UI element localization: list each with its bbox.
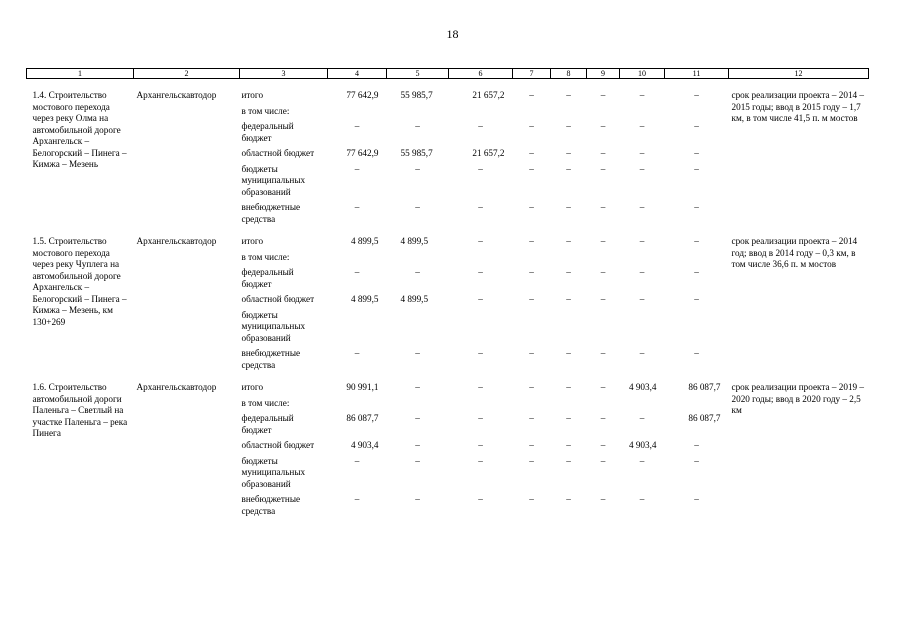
funding-source-label: областной бюджет — [241, 294, 315, 304]
value-cell: – — [600, 494, 606, 504]
value-cell: – — [639, 348, 645, 358]
value-cell: 21 657,2 — [472, 90, 505, 100]
value-cell — [328, 248, 387, 264]
header-col-7: 7 — [513, 69, 551, 79]
value-cell: 86 087,7 — [346, 413, 379, 423]
value-cell: – — [566, 382, 571, 392]
value-cell: – — [566, 294, 571, 304]
value-cell: 86 087,7 — [688, 382, 721, 392]
table-row — [27, 79, 869, 102]
value-cell: – — [415, 348, 420, 358]
value-cell: 21 657,2 — [472, 148, 505, 158]
value-cell: – — [600, 148, 606, 158]
value-cell — [328, 102, 387, 118]
value-cell: – — [566, 440, 571, 450]
value-cell — [513, 248, 551, 264]
value-cell: – — [566, 202, 571, 212]
value-cell: – — [529, 236, 534, 246]
page-number: 18 — [446, 27, 459, 41]
value-cell — [513, 102, 551, 118]
funding-source-label: внебюджетные средства — [241, 348, 301, 370]
value-cell — [387, 306, 449, 345]
value-cell: – — [639, 202, 645, 212]
value-cell: – — [529, 348, 534, 358]
value-cell: – — [600, 455, 606, 466]
value-cell: 77 642,9 — [346, 148, 379, 158]
value-cell: – — [694, 455, 699, 466]
value-cell: – — [415, 163, 420, 174]
column-number-header — [27, 69, 869, 79]
value-cell — [620, 102, 665, 118]
value-cell — [449, 248, 513, 264]
value-cell — [551, 102, 587, 118]
value-cell: 4 899,5 — [350, 294, 379, 304]
value-cell: – — [415, 202, 420, 212]
value-cell: – — [694, 267, 699, 277]
value-cell: – — [529, 163, 534, 174]
header-col-11: 11 — [665, 69, 729, 79]
value-cell: – — [694, 121, 699, 131]
header-col-10: 10 — [620, 69, 665, 79]
value-cell: – — [639, 236, 645, 246]
table-row — [27, 225, 869, 248]
funding-source-label: в том числе: — [241, 105, 290, 116]
value-cell: – — [694, 148, 699, 158]
project-name: 1.4. Строительство мостового перехода через реку Олма на автомобильной дороге Архангельск – Белогорский – Пинега – Кимжа – Мезень — [32, 90, 127, 169]
funding-source-label: бюджеты муниципальных образований — [241, 455, 306, 489]
value-cell: – — [415, 382, 420, 392]
value-cell: – — [600, 267, 606, 277]
project-name: 1.5. Строительство мостового перехода через реку Чуплега на автомобильной дороге Архангельск – Белогорский – Пинега – Кимжа – Мезень, км 130+269 — [32, 236, 127, 327]
value-cell: – — [529, 440, 534, 450]
value-cell — [551, 248, 587, 264]
value-cell: – — [478, 267, 483, 277]
value-cell: – — [694, 348, 699, 358]
value-cell: – — [415, 413, 420, 423]
value-cell: – — [639, 90, 645, 100]
value-cell: – — [354, 202, 360, 212]
value-cell: – — [600, 440, 606, 450]
value-cell: – — [694, 163, 699, 174]
table-row — [27, 371, 869, 394]
value-cell: – — [529, 455, 534, 466]
value-cell — [620, 248, 665, 264]
value-cell — [387, 394, 449, 410]
value-cell: – — [639, 294, 645, 304]
value-cell: – — [694, 440, 699, 450]
funding-source-label: в том числе: — [241, 251, 290, 262]
value-cell: – — [478, 440, 483, 450]
table-body — [27, 69, 869, 518]
value-cell — [513, 306, 551, 345]
value-cell — [328, 306, 387, 345]
value-cell: – — [529, 267, 534, 277]
program-table — [26, 68, 869, 517]
funding-source-label: бюджеты муниципальных образований — [241, 309, 306, 343]
value-cell: – — [600, 348, 606, 358]
value-cell: 77 642,9 — [346, 90, 379, 100]
value-cell: – — [694, 494, 699, 504]
value-cell: – — [478, 202, 483, 212]
value-cell: – — [478, 236, 483, 246]
project-note: срок реализации проекта – 2014 год; ввод в 2014 году – 0,3 км, в том числе 36,6 п. м мостов — [731, 236, 858, 269]
value-cell: – — [639, 148, 645, 158]
funding-source-label: бюджеты муниципальных образований — [241, 163, 306, 197]
value-cell: – — [600, 202, 606, 212]
value-cell: – — [354, 494, 360, 504]
value-cell — [620, 394, 665, 410]
value-cell: – — [478, 163, 483, 174]
value-cell: – — [529, 294, 534, 304]
value-cell: – — [354, 348, 360, 358]
value-cell: – — [415, 440, 420, 450]
header-col-1: 1 — [27, 69, 134, 79]
value-cell: – — [478, 455, 483, 466]
value-cell: – — [478, 294, 483, 304]
value-cell: – — [566, 348, 571, 358]
value-cell: – — [529, 121, 534, 131]
header-col-4: 4 — [328, 69, 387, 79]
value-cell: 55 985,7 — [400, 148, 433, 158]
value-cell: – — [529, 382, 534, 392]
value-cell: 4 903,4 — [350, 440, 379, 450]
funding-source-label: внебюджетные средства — [241, 494, 301, 516]
value-cell — [665, 248, 729, 264]
value-cell: – — [529, 413, 534, 423]
value-cell — [387, 102, 449, 118]
funding-source-label: областной бюджет — [241, 440, 315, 450]
value-cell: – — [600, 382, 606, 392]
value-cell: – — [600, 121, 606, 131]
project-note: срок реализации проекта – 2019 – 2020 годы; ввод в 2020 году – 2,5 км — [731, 382, 865, 415]
value-cell: – — [600, 413, 606, 423]
value-cell: – — [600, 294, 606, 304]
value-cell: – — [566, 148, 571, 158]
value-cell — [449, 394, 513, 410]
funding-source-label: областной бюджет — [241, 148, 315, 158]
value-cell — [587, 102, 620, 118]
header-col-12: 12 — [729, 69, 869, 79]
value-cell: – — [529, 494, 534, 504]
value-cell: – — [478, 121, 483, 131]
value-cell — [387, 248, 449, 264]
executor-name: Архангельскавтодор — [136, 90, 217, 100]
value-cell — [551, 306, 587, 345]
funding-source-label: федеральный бюджет — [241, 121, 294, 143]
value-cell — [449, 102, 513, 118]
funding-source-label: итого — [241, 90, 264, 100]
value-cell — [513, 394, 551, 410]
value-cell: – — [415, 267, 420, 277]
value-cell: – — [566, 121, 571, 131]
value-cell — [328, 394, 387, 410]
value-cell: – — [639, 455, 645, 466]
value-cell: – — [639, 121, 645, 131]
value-cell: – — [566, 413, 571, 423]
value-cell — [665, 394, 729, 410]
header-col-9: 9 — [587, 69, 620, 79]
value-cell: – — [566, 90, 571, 100]
value-cell: – — [694, 294, 699, 304]
header-col-2: 2 — [134, 69, 240, 79]
value-cell: – — [415, 455, 420, 466]
value-cell — [665, 102, 729, 118]
value-cell: – — [566, 236, 571, 246]
value-cell — [665, 306, 729, 345]
executor-name: Архангельскавтодор — [136, 382, 217, 392]
value-cell: 90 991,1 — [346, 382, 379, 392]
value-cell: – — [694, 90, 699, 100]
funding-source-label: федеральный бюджет — [241, 267, 294, 289]
funding-source-label: в том числе: — [241, 397, 290, 408]
value-cell: – — [566, 163, 571, 174]
value-cell: – — [600, 163, 606, 174]
header-col-3: 3 — [240, 69, 328, 79]
value-cell: – — [354, 267, 360, 277]
funding-source-label: итого — [241, 236, 264, 246]
value-cell: – — [639, 163, 645, 174]
value-cell: – — [478, 494, 483, 504]
funding-source-label: внебюджетные средства — [241, 202, 301, 224]
header-col-6: 6 — [449, 69, 513, 79]
value-cell: – — [478, 413, 483, 423]
value-cell: 4 899,5 — [350, 236, 379, 246]
value-cell: – — [478, 348, 483, 358]
value-cell: – — [639, 267, 645, 277]
value-cell: 4 899,5 — [400, 236, 429, 246]
value-cell — [620, 306, 665, 345]
value-cell: – — [354, 163, 360, 174]
value-cell: – — [694, 202, 699, 212]
value-cell: – — [600, 90, 606, 100]
value-cell: – — [415, 494, 420, 504]
value-cell — [449, 306, 513, 345]
value-cell — [587, 248, 620, 264]
project-name: 1.6. Строительство автомобильной дороги Паленьга – Светлый на участке Паленьга – река Пинега — [32, 382, 128, 438]
value-cell: 86 087,7 — [688, 413, 721, 423]
value-cell: – — [639, 494, 645, 504]
funding-source-label: федеральный бюджет — [241, 413, 294, 435]
value-cell: – — [566, 267, 571, 277]
value-cell: – — [694, 236, 699, 246]
value-cell: – — [639, 413, 645, 423]
value-cell: – — [415, 121, 420, 131]
value-cell: 4 903,4 — [628, 440, 657, 450]
value-cell — [551, 394, 587, 410]
value-cell: – — [529, 90, 534, 100]
executor-name: Архангельскавтодор — [136, 236, 217, 246]
value-cell: – — [529, 148, 534, 158]
value-cell: 4 899,5 — [400, 294, 429, 304]
value-cell: 4 903,4 — [628, 382, 657, 392]
value-cell: 55 985,7 — [400, 90, 433, 100]
project-note: срок реализации проекта – 2014 – 2015 годы; ввод в 2015 году – 1,7 км, в том числе 41,5 п. м мостов — [731, 90, 865, 123]
value-cell: – — [478, 382, 483, 392]
value-cell — [587, 394, 620, 410]
header-col-5: 5 — [387, 69, 449, 79]
value-cell: – — [354, 455, 360, 466]
funding-source-label: итого — [241, 382, 264, 392]
header-col-8: 8 — [551, 69, 587, 79]
value-cell: – — [566, 494, 571, 504]
value-cell: – — [529, 202, 534, 212]
value-cell: – — [354, 121, 360, 131]
value-cell — [587, 306, 620, 345]
value-cell: – — [566, 455, 571, 466]
value-cell: – — [600, 236, 606, 246]
